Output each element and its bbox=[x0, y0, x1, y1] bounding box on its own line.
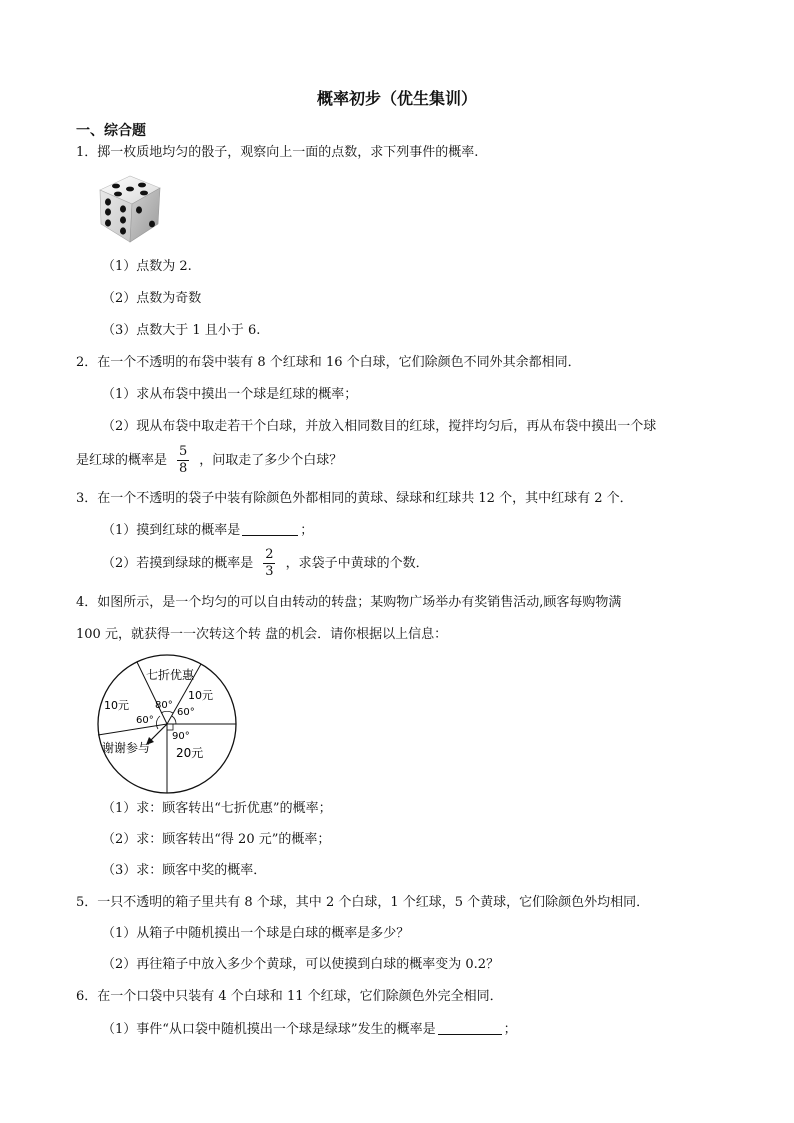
fraction-numerator: 5 bbox=[179, 444, 188, 459]
q6-part1-end: ； bbox=[503, 1022, 517, 1037]
angle-label-60-right: 60° bbox=[177, 707, 195, 718]
q3-part2-text: （2）若摸到绿球的概率是 bbox=[102, 556, 254, 571]
angle-label-60-left: 60° bbox=[136, 715, 154, 726]
q3-stem: 3．在一个不透明的袋子中装有除颜色外都相同的黄球、绿球和红球共 12 个，其中红球有 2 个． bbox=[76, 491, 633, 506]
q5-part1: （1）从箱子中随机摸出一个球是白球的概率是多少？ bbox=[102, 926, 410, 941]
q4-stem: 4．如图所示，是一个均匀的可以自由转动的转盘；某购物广场举办有奖销售活动,顾客每购物满 bbox=[76, 595, 622, 610]
q1-part3: （3）点数大于 1 且小于 6. bbox=[102, 323, 261, 338]
q2-text-before-fraction: 是红球的概率是 bbox=[76, 453, 168, 468]
q3-part2 bbox=[102, 546, 429, 582]
q2-part1: （1）求从布袋中摸出一个球是红球的概率； bbox=[102, 387, 358, 402]
q6-part1 bbox=[102, 1020, 517, 1039]
angle-label-90: 90° bbox=[172, 731, 190, 742]
answer-blank bbox=[242, 521, 298, 536]
q6-part1-text: （1）事件“从口袋中随机摸出一个球是绿球”发生的概率是 bbox=[102, 1022, 436, 1037]
fraction-numerator: 2 bbox=[265, 547, 274, 562]
q4-part1: （1）求：顾客转出“七折优惠”的概率； bbox=[102, 801, 332, 816]
q3-part2-end: ，求袋子中黄球的个数． bbox=[285, 556, 429, 571]
q1-part2: （2）点数为奇数 bbox=[102, 291, 202, 306]
q4-stem-cont: 100 元，就获得一一次转这个转 盘的机会．请你根据以上信息： bbox=[76, 627, 448, 642]
q3-part1 bbox=[102, 521, 313, 540]
q4-part2: （2）求：顾客转出“得 20 元”的概率； bbox=[102, 832, 331, 847]
q3-part1-text: （1）摸到红球的概率是 bbox=[102, 523, 241, 538]
angle-label-80: 80° bbox=[155, 700, 173, 711]
q6-stem: 6．在一个口袋中只装有 4 个白球和 11 个红球，它们除颜色外完全相同． bbox=[76, 989, 503, 1004]
q2-part2: （2）现从布袋中取走若干个白球，并放入相同数目的红球，搅拌均匀后，再从布袋中摸出一个球 bbox=[102, 419, 657, 434]
q2-text-after-fraction: ，问取走了多少个白球？ bbox=[199, 453, 343, 468]
fraction-2-3 bbox=[263, 547, 275, 580]
q1-part1: （1）点数为 2. bbox=[102, 259, 192, 274]
q1-stem: 1．掷一枚质地均匀的骰子，观察向上一面的点数，求下列事件的概率. bbox=[76, 145, 479, 160]
spinner-wheel-diagram bbox=[96, 653, 238, 795]
sector-label-seventy-percent: 七折优惠 bbox=[146, 668, 195, 682]
page-title: 概率初步（优生集训） bbox=[316, 89, 477, 108]
fraction-denominator: 3 bbox=[265, 564, 274, 579]
q5-part2: （2）再往箱子中放入多少个黄球，可以使摸到白球的概率变为 0.2？ bbox=[102, 957, 500, 972]
section-heading: 一、综合题 bbox=[76, 123, 146, 139]
fraction-5-8 bbox=[177, 444, 189, 477]
q5-stem: 5．一只不透明的箱子里共有 8 个球，其中 2 个白球，1 个红球，5 个黄球，它们除颜色外均相同． bbox=[76, 895, 650, 910]
answer-blank bbox=[438, 1020, 502, 1035]
fraction-denominator: 8 bbox=[179, 461, 188, 476]
q4-part3: （3）求：顾客中奖的概率． bbox=[102, 863, 267, 878]
q2-part2-cont bbox=[76, 443, 342, 479]
q3-part1-end: ； bbox=[300, 523, 314, 538]
sector-label-ten-yuan-left: 10元 bbox=[104, 699, 129, 712]
sector-label-thanks: 谢谢参与 bbox=[102, 741, 151, 755]
q2-stem: 2．在一个不透明的布袋中装有 8 个红球和 16 个白球，它们除颜色不同外其余都相同． bbox=[76, 355, 581, 370]
dice-image bbox=[96, 172, 162, 244]
sector-label-ten-yuan-right: 10元 bbox=[188, 689, 213, 702]
sector-label-twenty-yuan: 20元 bbox=[176, 746, 204, 760]
